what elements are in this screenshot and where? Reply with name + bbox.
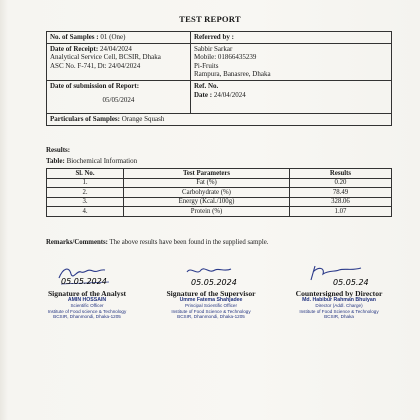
biochemical-table (46, 168, 392, 217)
table-caption: Table: Biochemical Information (46, 157, 138, 165)
supervisor-sign-date: 05.05.2024 (191, 278, 237, 287)
analyst-signature-block (28, 262, 146, 320)
no-of-samples-cell: No. of Samples : 01 (One) (47, 32, 191, 44)
col-header-sl: Sl. No. (47, 169, 124, 179)
supervisor-stamp: Umme Fatema Shahjadee Principal Scientific Officer Institute of Food Science & Technology BCSIR, Dhanmondi, Dhaka-1205 (171, 297, 251, 320)
table-row: 2. Carbohydrate (%) 78.49 (47, 188, 392, 198)
director-signature-icon (299, 262, 379, 288)
referrer-cell: Sabbir Sarkar Mobile: 01866435239 Pi-Fruits Rampura, Banasree, Dhaka (191, 43, 392, 80)
col-header-parameters: Test Parameters (124, 169, 290, 179)
ref-no-cell: Ref. No. Date : 24/04/2024 (191, 80, 392, 113)
col-header-results: Results (290, 169, 392, 179)
supervisor-signature-block (150, 262, 272, 320)
analyst-sig-title: Signature of the Analyst (47, 289, 127, 298)
table-row: 4. Protein (%) 1.07 (47, 207, 392, 217)
supervisor-sig-title: Signature of the Supervisor (166, 289, 256, 298)
table-row: 3. Energy (Kcal./100g) 328.06 (47, 197, 392, 207)
report-title: TEST REPORT (179, 14, 241, 24)
director-signature-block (278, 262, 400, 320)
remarks: Remarks/Comments: The above results have been found in the supplied sample. (46, 239, 269, 246)
receipt-cell: Date of Receipt: 24/04/2024 Analytical Service Cell, BCSIR, Dhaka ASC No. F-741, Dt: 24/04/2024 (47, 43, 191, 80)
analyst-stamp: AMIN HOSSAIN Scientific Officer Institute of Food science & Technology BCSIR, Dhanmondi, Dhaka-1205 (47, 297, 127, 320)
director-sig-title: Countersigned by Director (295, 289, 383, 298)
analyst-signature-icon (47, 262, 127, 288)
submission-cell: Date of submission of Report: 05/05/2024 (47, 80, 191, 113)
table-row: 1. Fat (%) 0.20 (47, 178, 392, 188)
supervisor-signature-icon (171, 262, 251, 288)
particulars-cell: Particulars of Samples: Orange Squash (47, 113, 392, 125)
results-heading: Results: (46, 146, 71, 154)
report-info-table (46, 31, 392, 126)
director-stamp: Md. Habibur Rahman Bhuiyan Director (Addl. Charge) Institute of Food Science & Technology BCSIR, Dhaka (299, 297, 379, 320)
analyst-sign-date: 05.05.2024 (61, 277, 107, 286)
director-sign-date: 05.05.24 (333, 278, 369, 287)
referred-by-cell: Referred by : (191, 32, 392, 44)
